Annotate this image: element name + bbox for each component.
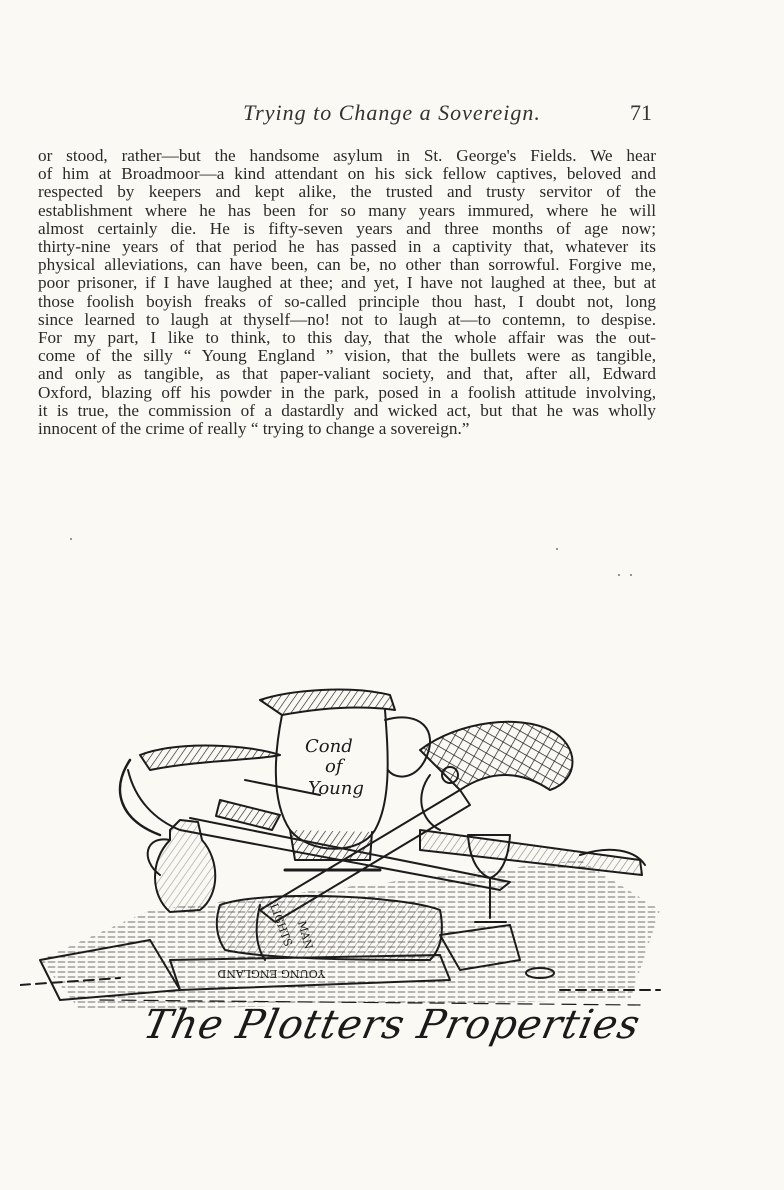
books [217,896,442,960]
text-line: or stood, rather—but the handsome asylum in St. George's Fields. We hear [38,146,656,165]
text-line: it is true, the commission of a dastardly and wicked act, but that he was wholly [38,400,656,420]
text-line: Oxford, blazing off his powder in the park, posed in a foolish attitude involving, [38,382,656,402]
print-speck [556,548,558,550]
text-line: establishment where he has been for so many years immured, where he will [38,200,656,220]
page-number: 71 [630,100,652,125]
book-spine-label: LIGHTS [267,901,295,949]
illustration-caption: The Plotters Properties [139,1002,645,1048]
paper-label: YOUNG ENGLAND [217,967,325,980]
jug-inscription: of [325,756,343,777]
text-line: come of the silly “ Young England ” vision, that the bullets were as tangible, [38,346,656,366]
text-line: For my part, I like to think, to this day, that the whole affair was the out- [38,328,656,348]
text-line: of him at Broadmoor—a kind attendant on his sick fellow captives, beloved and [38,164,656,184]
jug [260,690,430,870]
text-line: thirty-nine years of that period he has passed in a captivity that, whatever its [38,237,656,257]
book-spine-label: MAN [295,919,316,951]
text-line: since learned to laugh at thyself—no! not to laugh at—to contemn, to despise. [38,309,656,329]
body-text [38,147,656,438]
running-title: Trying to Change a Sovereign. [243,100,541,125]
jug-inscription: Young [308,778,364,799]
text-line: physical alleviations, can have been, can be, no other than sorrowful. Forgive me, [38,255,656,275]
text-line: almost certainly die. He is fifty-seven years and three months of age now; [38,218,656,238]
print-speck [630,574,632,576]
print-speck [70,538,72,540]
text-line: those foolish boyish freaks of so-called principle thou hast, I doubt not, long [38,291,656,311]
text-line: respected by keepers and kept alike, the trusted and trusty servitor of the [38,182,656,202]
jug-inscription: Cond [305,736,353,757]
text-line: and only as tangible, as that paper-valiant society, and that, after all, Edward [38,364,656,384]
print-speck [618,574,620,576]
text-line: poor prisoner, if I have laughed at thee; and yet, I have not laughed at thee, but at [38,273,656,293]
text-line: innocent of the crime of really “ trying to change a sovereign.” [38,419,470,439]
